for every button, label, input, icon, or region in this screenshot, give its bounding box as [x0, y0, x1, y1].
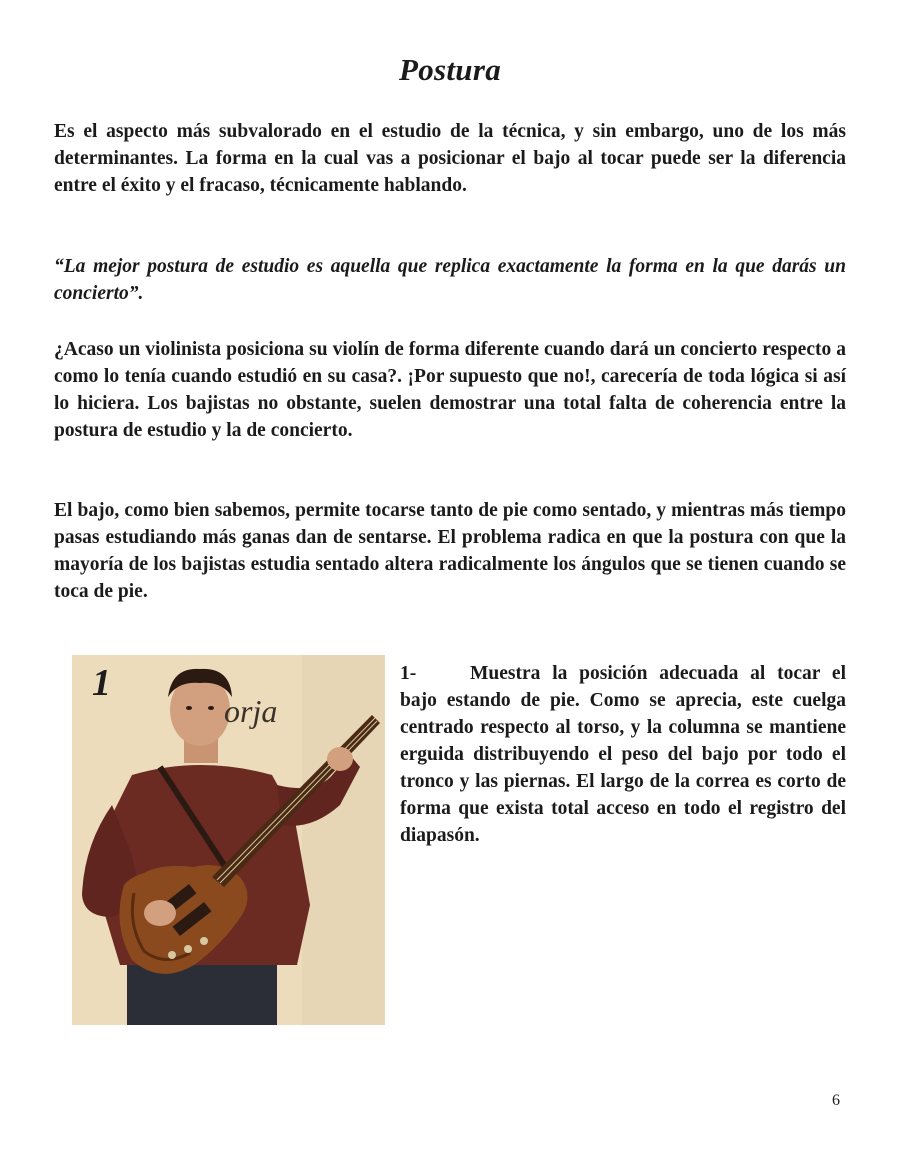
- figure-caption: [400, 660, 846, 849]
- caption-text: Muestra la posición adecuada al tocar el bajo estando de pie. Como se aprecia, este cuelga centrado respecto al torso, y la columna se mantiene erguida distribuyendo el peso del bajo por todo el tronco y las piernas. El largo de la correa es corto de forma que exista total acceso en todo el registro del diapasón.: [400, 663, 846, 846]
- photo-background-lettering: orja: [224, 693, 278, 729]
- figure-number: 1: [92, 662, 111, 704]
- quote-paragraph: “La mejor postura de estudio es aquella que replica exactamente la forma en la que darás un concierto”.: [54, 256, 846, 304]
- standing-sitting-paragraph: El bajo, como bien sabemos, permite tocarse tanto de pie como sentado, y mientras más tiempo pasas estudiando más ganas dan de sentarse. El problema radica en que la postura con que la mayoría de los bajistas estudia sentado altera radicalmente los ángulos que se tienen cuando se toca de pie.: [54, 500, 846, 602]
- caption-number: 1-: [400, 663, 417, 684]
- violinist-paragraph: ¿Acaso un violinista posiciona su violín de forma diferente cuando dará un concierto respecto a como lo tenía cuando estudió en su casa?. ¡Por supuesto que no!, carecería de toda lógica si así lo hiciera. Los bajistas no obstante, suelen demostrar una total falta de coherencia entre la postura de estudio y la de concierto.: [54, 339, 846, 441]
- intro-paragraph: Es el aspecto más subvalorado en el estudio de la técnica, y sin embargo, uno de los más determinantes. La forma en la cual vas a posicionar el bajo al tocar puede ser la diferencia entre el éxito y el fracaso, técnicamente hablando.: [54, 121, 846, 196]
- page-number: 6: [832, 1092, 840, 1109]
- bassist-photo: [72, 655, 385, 1025]
- page-title: Postura: [398, 52, 502, 87]
